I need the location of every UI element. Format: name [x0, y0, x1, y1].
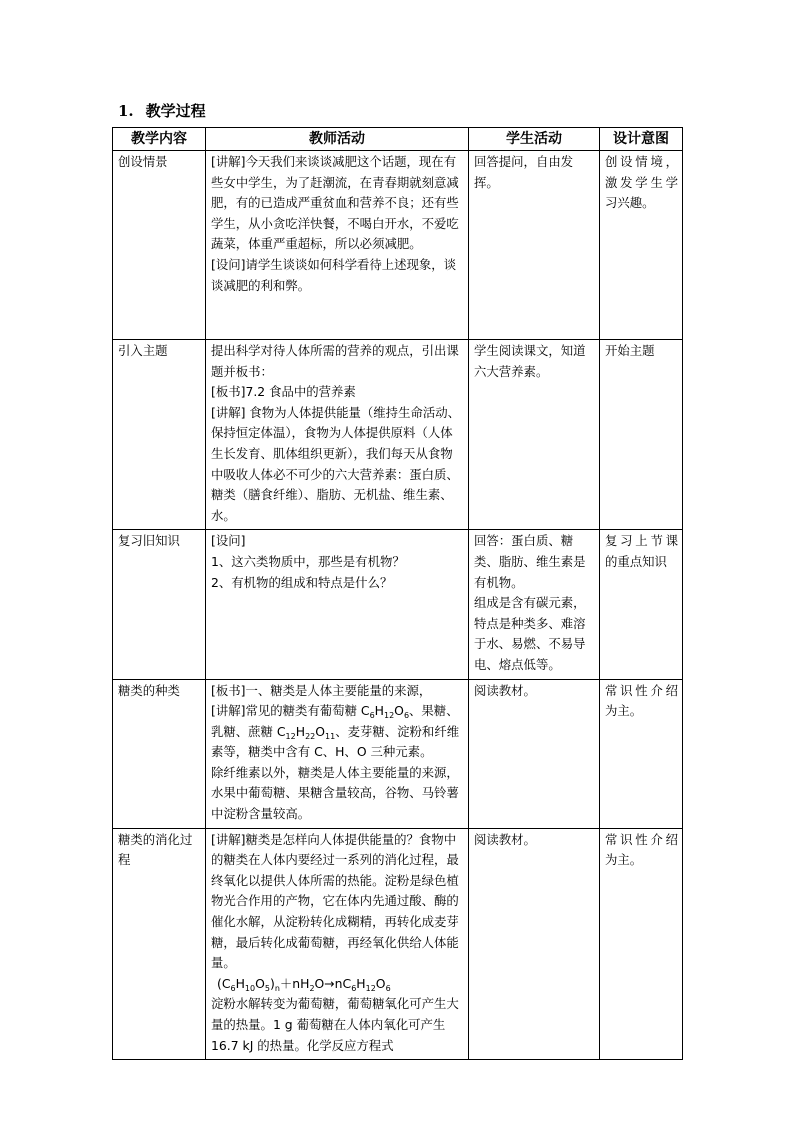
eq-part: ) — [269, 975, 275, 991]
section-heading — [118, 100, 206, 121]
header-teacher: 教师活动 — [206, 128, 469, 151]
header-intent: 设计意图 — [600, 128, 683, 151]
subscript: 10 — [244, 983, 256, 993]
subscript: 12 — [285, 731, 296, 741]
subscript: 2 — [309, 983, 315, 993]
table-row — [113, 151, 683, 340]
eq-part: (C — [217, 975, 231, 991]
teacher-text: [讲解] 食物为人体提供能量（维持生命活动、保持恒定体温），食物为人体提供原料（人体生长发育、肌体组织更新），我们每天从食物中吸收人体必不可少的六大营养素：蛋白质、糖类（膳食纤维）、脂肪、无机盐、维生素、水。 — [211, 404, 461, 523]
teacher-text: [设问] — [211, 533, 246, 549]
teacher-text: [讲解]今天我们来谈谈减肥这个话题，现在有些女中学生，为了赶潮流，在青春期就刻意减肥，有的已造成严重贫血和营养不良；还有些学生，从小贪吃洋快餐，不喝白开水，不爱吃蔬菜，体重严重超标，所以必须减肥。 — [211, 154, 459, 252]
section-number: 1. — [118, 102, 134, 120]
student-text: 回答提问，自由发挥。 — [474, 154, 574, 190]
eq-part: ＋nH — [279, 975, 310, 991]
subscript: 5 — [264, 983, 270, 993]
cell-teacher — [206, 828, 469, 1060]
student-text: 组成是含有碳元素，特点是种类多、难溶于水、易燃、不易导电、熔点低等。 — [474, 595, 586, 672]
eq-part: O — [255, 975, 265, 991]
subscript: 12 — [383, 711, 395, 721]
cell-teacher — [206, 530, 469, 679]
cell-intent: 开始主题 — [600, 340, 683, 530]
header-content: 教学内容 — [113, 128, 206, 151]
cell-student — [469, 679, 600, 828]
cell-intent: 常识性介绍为主。 — [600, 679, 683, 828]
student-text: 阅读教材。 — [474, 682, 536, 698]
cell-student — [469, 340, 600, 530]
cell-teacher — [206, 340, 469, 530]
cell-student — [469, 530, 600, 679]
text-run: 、麦芽糖、淀粉和纤维素等，糖类中含有 C、H、O 三种元素。 — [211, 723, 460, 760]
subscript: n — [274, 983, 280, 993]
teacher-text: 提出科学对待人体所需的营养的观点，引出课题并板书： — [211, 343, 459, 379]
table-row — [113, 340, 683, 530]
formula-part: H — [295, 723, 306, 739]
cell-teacher — [206, 679, 469, 828]
cell-content: 糖类的消化过程 — [113, 828, 206, 1060]
teacher-text: 2、有机物的组成和特点是什么？ — [211, 574, 393, 590]
text-run: [讲解]常见的糖类有葡萄糖 C — [211, 703, 370, 719]
subscript: 6 — [369, 711, 375, 721]
teacher-text: 淀粉水解转变为葡萄糖，葡萄糖氧化可产生大量的热量。1 g 葡萄糖在人体内氧化可产生 16.7 kJ 的热量。化学反应方程式 — [211, 996, 459, 1053]
teacher-text: [讲解]糖类是怎样向人体提供能量的？食物中的糖类在人体内要经过一系列的消化过程，最终氧化以提供人体所需的热能。淀粉是绿色植物光合作用的产物，它在体内先通过酸、酶的催化水解，从淀粉转化成糊精，再转化成麦芽糖，最后转化成葡萄糖，再经氧化供给人体能量。 — [211, 831, 459, 971]
subscript: 6 — [351, 983, 357, 993]
subscript: 11 — [325, 731, 336, 741]
formula-part: O — [394, 703, 404, 719]
teacher-text: [设问]请学生谈谈如何科学看待上述现象，谈谈减肥的利和弊。 — [211, 256, 457, 293]
formula-part: O — [315, 723, 326, 739]
table-row — [113, 679, 683, 828]
student-text: 阅读教材。 — [474, 831, 536, 847]
text-run: 、果糖、乳糖、蔗糖 C — [211, 703, 459, 739]
teacher-text — [211, 701, 464, 763]
cell-content: 糖类的种类 — [113, 679, 206, 828]
eq-part: H — [235, 975, 245, 991]
subscript: 6 — [230, 983, 236, 993]
cell-student — [469, 828, 600, 1060]
subscript: 6 — [385, 983, 391, 993]
table-row — [113, 828, 683, 1060]
equation — [211, 974, 464, 995]
student-text: 回答：蛋白质、糖类、脂肪、维生素是有机物。 — [474, 533, 586, 590]
subscript: 6 — [403, 711, 410, 721]
cell-intent: 常识性介绍为主。 — [600, 828, 683, 1060]
subscript: 12 — [365, 983, 376, 993]
subscript: 22 — [305, 731, 316, 741]
teacher-text: [板书]一、糖类是人体主要能量的来源， — [211, 682, 432, 698]
section-title: 教学过程 — [145, 102, 206, 120]
teaching-process-table — [112, 127, 683, 1060]
cell-content: 复习旧知识 — [113, 530, 206, 679]
eq-part: O→nC — [314, 975, 352, 991]
cell-content: 引入主题 — [113, 340, 206, 530]
header-row — [113, 128, 683, 151]
cell-student — [469, 151, 600, 340]
header-student: 学生活动 — [469, 128, 600, 151]
teacher-text: 1、这六类物质中，那些是有机物？ — [211, 553, 405, 569]
teacher-text: [板书]7.2 食品中的营养素 — [211, 384, 356, 400]
cell-teacher — [206, 151, 469, 340]
eq-part: O — [375, 975, 386, 991]
cell-content: 创设情景 — [113, 151, 206, 340]
table-row — [113, 530, 683, 679]
student-text: 学生阅读课文，知道六大营养素。 — [474, 343, 586, 379]
eq-part: H — [356, 975, 366, 991]
teacher-text: 除纤维素以外，糖类是人体主要能量的来源，水果中葡萄糖、果糖含量较高，谷物、马铃薯中淀粉含量较高。 — [211, 764, 459, 822]
cell-intent: 复习上节课的重点知识 — [600, 530, 683, 679]
cell-intent: 创设情境，激发学生学习兴趣。 — [600, 151, 683, 340]
formula-part: H — [374, 703, 384, 719]
